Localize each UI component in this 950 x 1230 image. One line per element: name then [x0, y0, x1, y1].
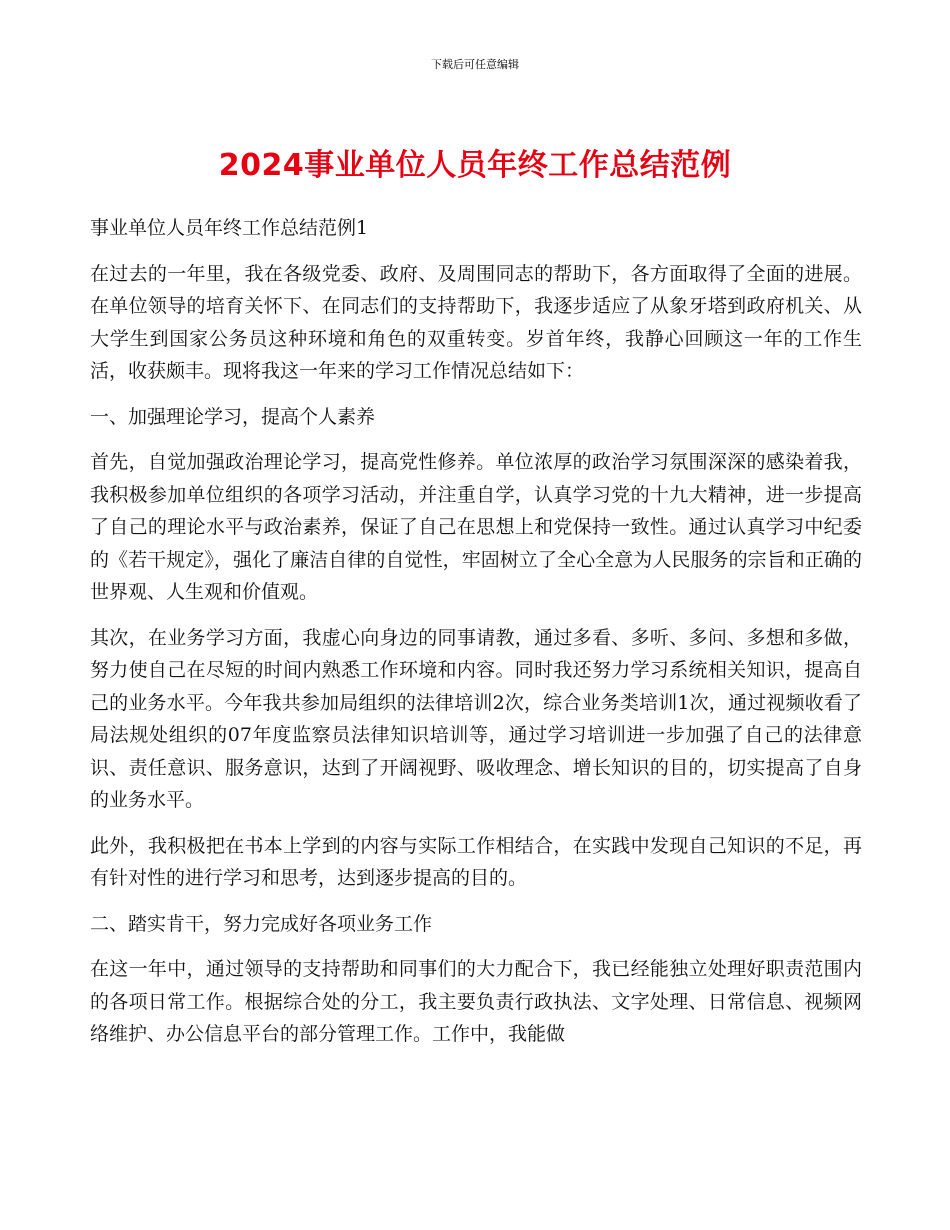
body-paragraph: 此外，我积极把在书本上学到的内容与实际工作相结合，在实践中发现自己知识的不足，再有针对性的进行学习和思考，达到逐步提高的目的。 — [90, 834, 862, 889]
body-paragraph: 首先，自觉加强政治理论学习，提高党性修养。单位浓厚的政治学习氛围深深的感染着我，我积极参加单位组织的各项学习活动，并注重自学，认真学习党的十九大精神，进一步提高了自己的理论水平与政治素养，保证了自己在思想上和党保持一致性。通过认真学习中纪委的《若干规定》，强化了廉洁自律的自觉性，牢固树立了全心全意为人民服务的宗旨和正确的世界观、人生观和价值观。 — [90, 451, 862, 603]
body-paragraph: 其次，在业务学习方面，我虚心向身边的同事请教，通过多看、多听、多问、多想和多做，努力使自己在尽短的时间内熟悉工作环境和内容。同时我还努力学习系统相关知识，提高自己的业务水平。今年我共参加局组织的法律培训2次，综合业务类培训1次，通过视频收看了局法规处组织的07年度监察员法律知识培训等，通过学习培训进一步加强了自己的法律意识、责任意识、服务意识，达到了开阔视野、吸收理念、增长知识的目的，切实提高了自身的业务水平。 — [90, 626, 862, 811]
body-paragraph: 在过去的一年里，我在各级党委、政府、及周围同志的帮助下，各方面取得了全面的进展。在单位领导的培育关怀下、在同志们的支持帮助下，我逐步适应了从象牙塔到政府机关、从大学生到国家公务员这种环境和角色的双重转变。岁首年终，我静心回顾这一年的工作生活，收获颇丰。现将我这一年来的学习工作情况总结如下： — [90, 262, 862, 382]
document-title: 2024事业单位人员年终工作总结范例 — [218, 148, 732, 183]
section-heading: 事业单位人员年终工作总结范例1 — [90, 217, 369, 239]
header-note: 下载后可任意编辑 — [431, 58, 519, 71]
section-heading: 二、踏实肯干，努力完成好各项业务工作 — [90, 912, 433, 935]
body-paragraph: 在这一年中，通过领导的支持帮助和同事们的大力配合下，我已经能独立处理好职责范围内的各项日常工作。根据综合处的分工，我主要负责行政执法、文字处理、日常信息、视频网络维护、办公信息平台的部分管理工作。工作中，我能做 — [90, 958, 862, 1045]
section-heading: 一、加强理论学习，提高个人素养 — [90, 405, 376, 428]
document-body — [90, 212, 862, 1064]
